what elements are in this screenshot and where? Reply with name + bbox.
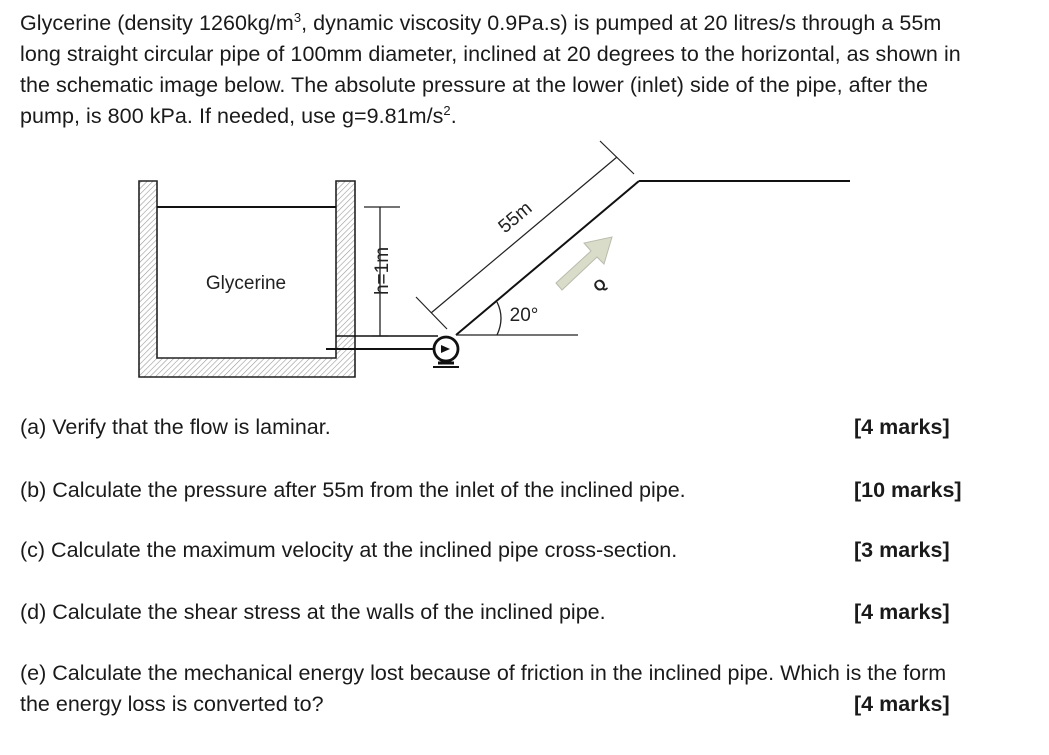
angle-label: 20°: [509, 305, 539, 326]
pump-icon: [433, 337, 459, 367]
length-dimension: [416, 141, 634, 329]
question-e: (e) Calculate the mechanical energy lost because of friction in the inclined pipe. Which is the form the energy loss is converted to?: [20, 661, 947, 716]
question-a: (a) Verify that the flow is laminar.: [20, 415, 331, 439]
intro-part-1: Glycerine (density 1260kg/m: [20, 11, 294, 35]
tank: [139, 181, 355, 377]
flow-label: Q: [590, 275, 611, 296]
question-c-marks: [3 marks]: [854, 538, 950, 562]
question-b: (b) Calculate the pressure after 55m from the inlet of the inclined pipe.: [20, 478, 686, 502]
intro-part-2: , dynamic viscosity 0.9Pa.s) is pumped at 20 litres/s through a 55m long straight circular pipe of 100mm diameter, inclined at 20 degrees to the horizontal, as shown in the schematic image below. The absolute pressure at the lower (inlet) side of the pipe, after the pump, is 800 kPa. If needed, use g=9.81m/s: [20, 11, 961, 128]
flow-arrow-icon: [556, 237, 612, 296]
question-e-marks: [4 marks]: [854, 692, 950, 716]
intro-part-3: .: [450, 104, 457, 128]
question-c: (c) Calculate the maximum velocity at the inclined pipe cross-section.: [20, 538, 678, 562]
height-dimension: [364, 207, 400, 336]
intro-superscript-1: 3: [293, 10, 302, 25]
question-d: (d) Calculate the shear stress at the walls of the inclined pipe.: [20, 600, 606, 624]
tank-label: Glycerine: [205, 273, 287, 294]
length-label: 55m: [494, 197, 537, 238]
question-b-marks: [10 marks]: [854, 478, 962, 502]
question-d-marks: [4 marks]: [854, 600, 950, 624]
intro-superscript-2: 2: [443, 103, 451, 118]
question-a-marks: [4 marks]: [854, 415, 950, 439]
height-label: h=1m: [372, 246, 393, 296]
